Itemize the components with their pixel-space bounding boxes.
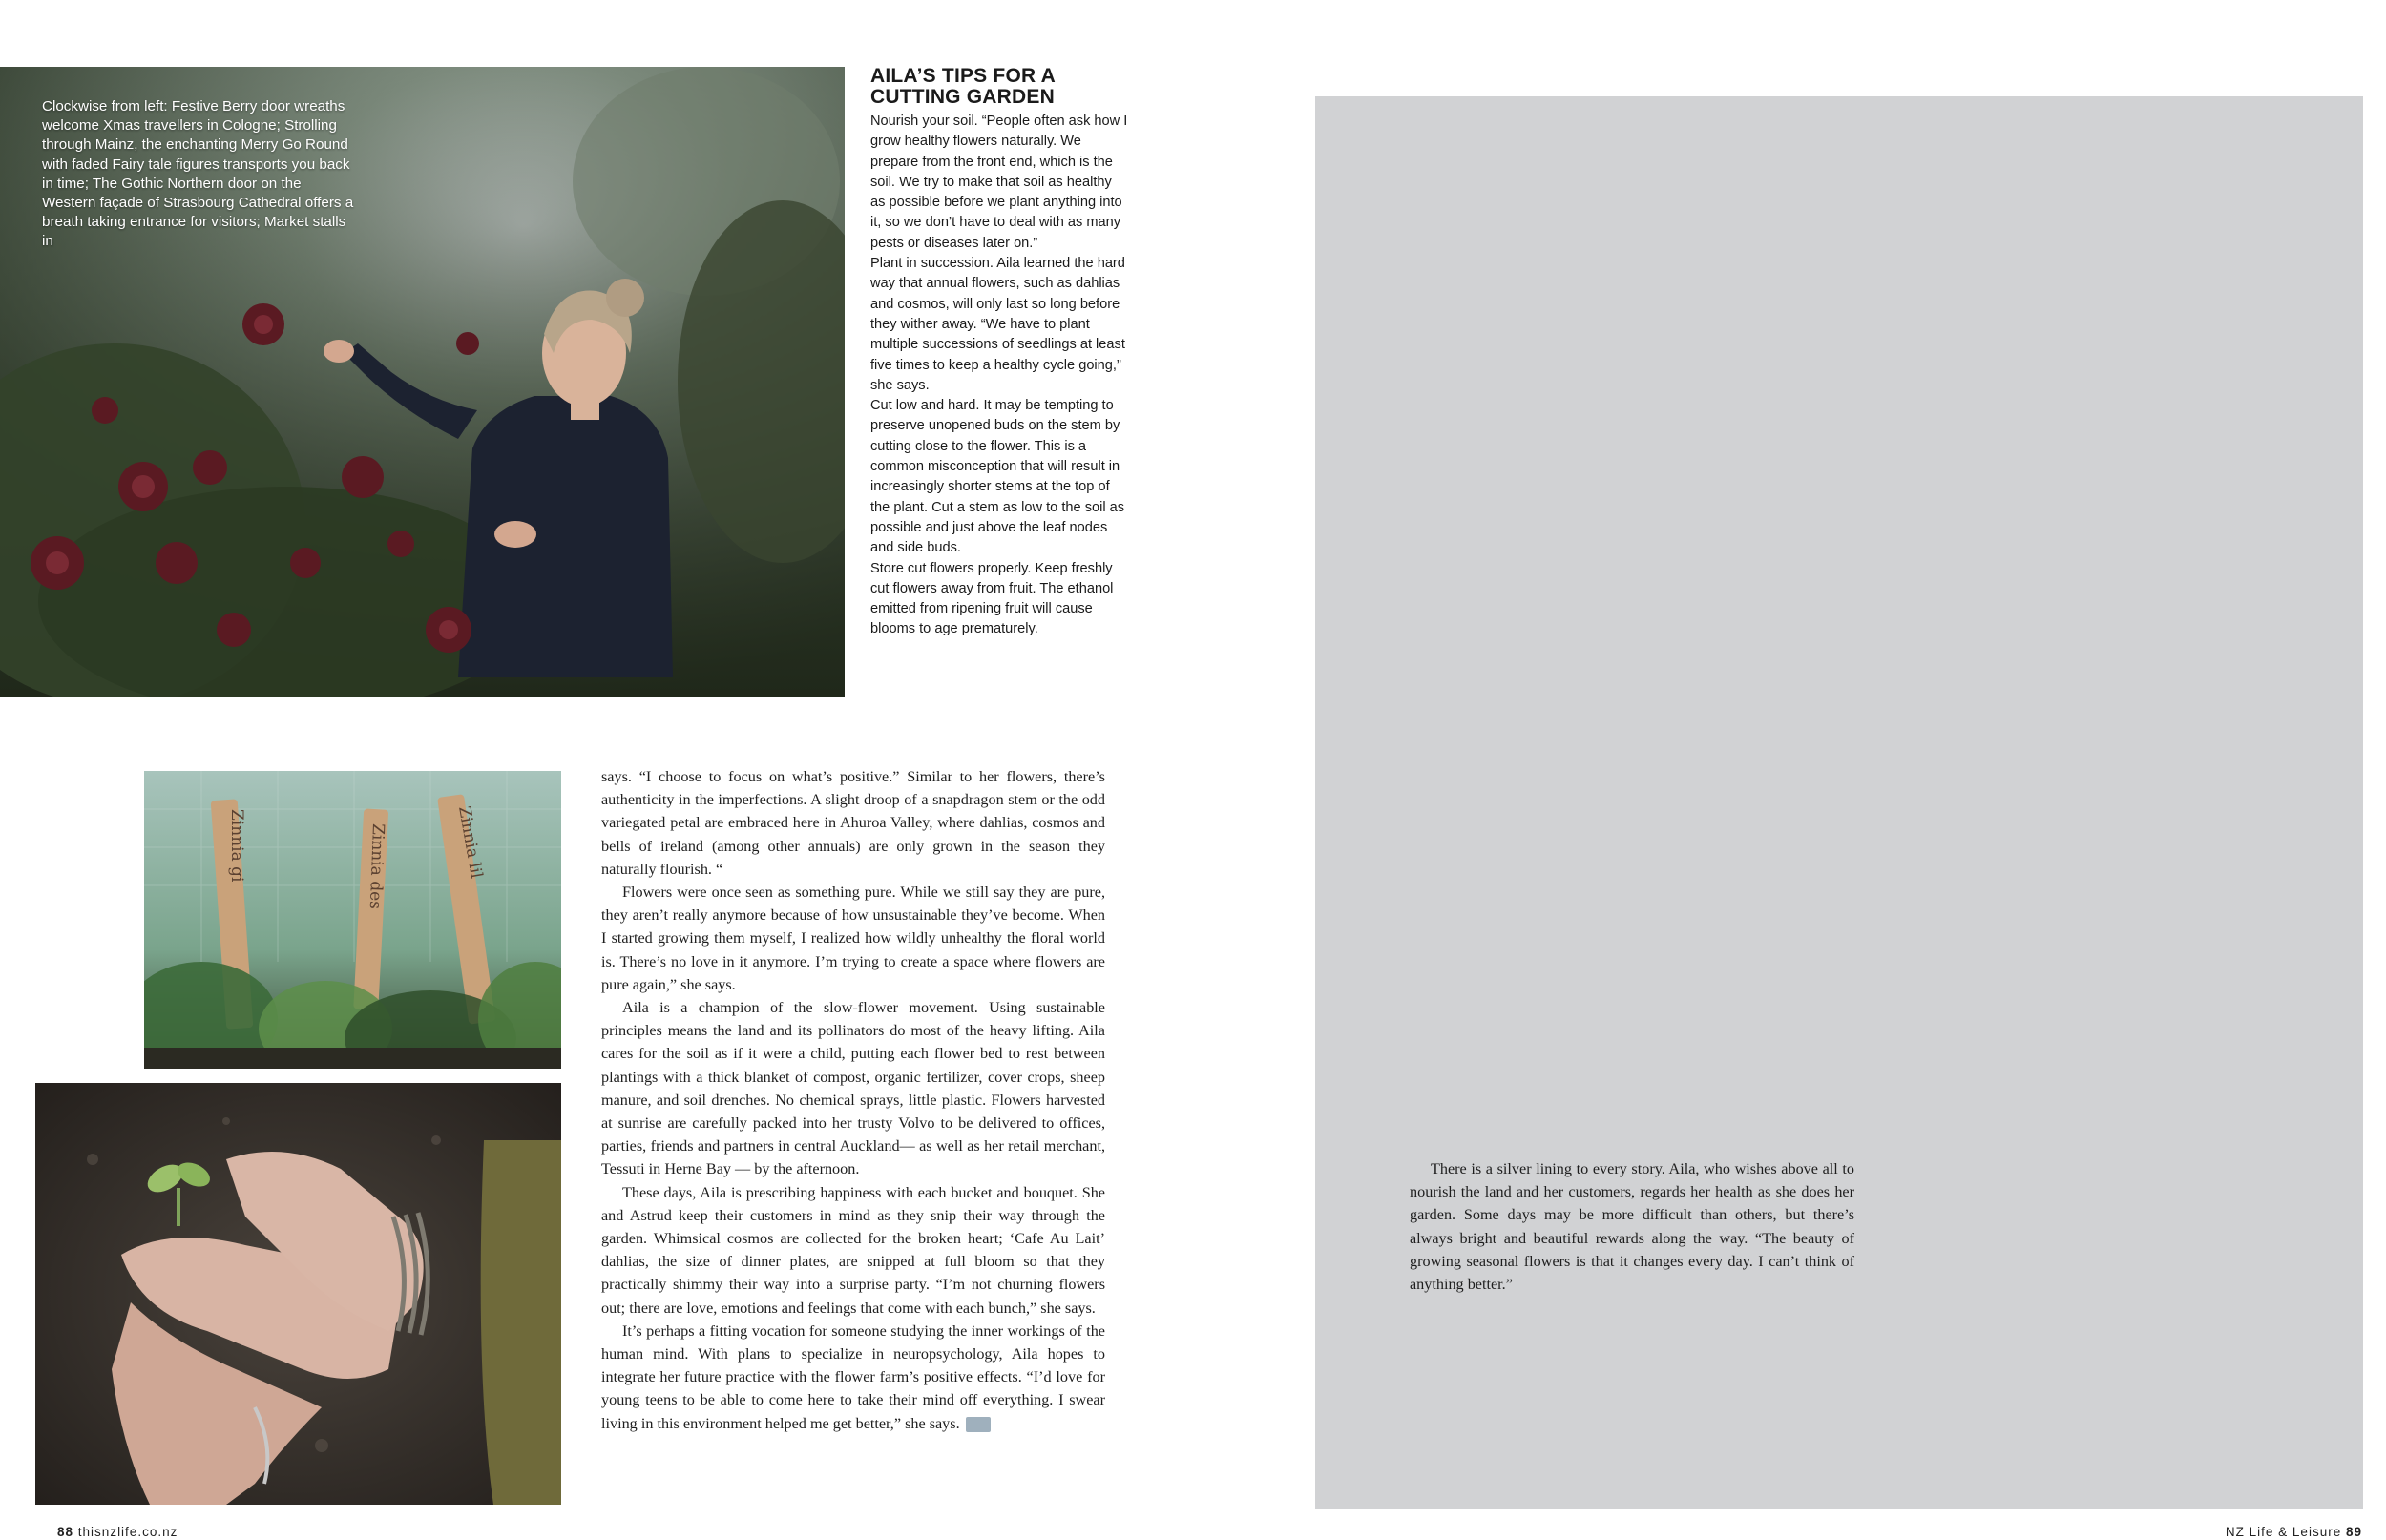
tips-paragraph: Plant in succession. Aila learned the hard way that annual flowers, such as dahlias and cosmos, will only last so long before they wither away. “We have to plant multiple successions of seedlings at least five times to keep a healthy cycle going,” she says. [870, 256, 1125, 393]
body-paragraph [601, 1320, 1105, 1435]
photo-hands-soil [35, 1083, 561, 1505]
marker-label: Zinnia lil [454, 804, 487, 881]
tips-paragraph: Nourish your soil. “People often ask how I grow healthy flowers naturally. We prepare from the front end, which is the soil. We try to make that soil as healthy as possible before we plant anything into it, so we don’t have to deal with as many pests or diseases later on.” [870, 114, 1128, 251]
site-url: thisnzlife.co.nz [77, 1525, 178, 1539]
tips-paragraph: Store cut flowers properly. Keep freshly cut flowers away from fruit. The ethanol emitted from ripening fruit will cause blooms to age prematurely. [870, 560, 1114, 637]
tips-heading: AILA’S TIPS FOR A CUTTING GARDEN [870, 65, 1056, 108]
page-number-left: 88 [57, 1525, 74, 1539]
closing-paragraph-text: There is a silver lining to every story. Aila, who wishes above all to nourish the land and her customers, regards her health as she does her garden. Some days may be more difficult than others, but there’s always bright and beautiful rewards along the way. “The beauty of growing seasonal flowers is that it changes every day. I can’t think of anything better.” [1410, 1160, 1854, 1294]
marker-label: Zinnia des [365, 822, 387, 910]
body-paragraph: says. “I choose to focus on what’s positive.” Similar to her flowers, there’s authenticity in the imperfections. A slight droop of a snapdragon stem or the odd variegated petal are embraced here in Ahuroa Valley, where dahlias, cosmos and bells of ireland (among other annuals) are only grown in the season they naturally flourish. “ [601, 768, 1105, 878]
photo-caption [42, 97, 357, 252]
footer-right [2226, 1525, 2362, 1539]
marker-label: Zinnia gi [227, 809, 246, 883]
footer-left [57, 1525, 178, 1539]
body-paragraph: Aila is a champion of the slow-flower movement. Using sustainable principles means the land and its pollinators do most of the heavy lifting. Aila cares for the soil as if it were a child, putting each flower bed to rest between plantings with a thick blanket of compost, organic fertilizer, cover crops, sheep manure, and soil drenches. No chemical sprays, little plastic. Flowers harvested at sunrise are carefully packed into her trusty Volvo to be delivered to offices, parties, friends and partners in central Auckland— as well as her retail merchant, Tessuti in Herne Bay — by the afternoon. [601, 999, 1105, 1178]
closing-paragraph [1410, 1157, 1854, 1296]
body-paragraph: These days, Aila is prescribing happiness with each bucket and bouquet. She and Astrud keep their customers in mind as they snip their way through the garden. Whimsical cosmos are collected for the broken heart; ‘Cafe Au Lait’ dahlias, the size of dinner plates, are snipped at full bloom so that they practically shimmy their way into a surprise party. “I’m not churning flowers out; there are love, emotions and feelings that come with each bunch,” she says. [601, 1183, 1105, 1317]
magazine-title: NZ Life & Leisure [2225, 1525, 2342, 1539]
page-number-right: 89 [2345, 1525, 2362, 1539]
photo-caption-text: Clockwise from left: Festive Berry door wreaths welcome Xmas travellers in Cologne; Strolling through Mainz, the enchanting Merry Go Round with faded Fairy tale figures transports you back in time; The Gothic Northern door on the Western façade of Strasbourg Cathedral offers a breath taking entrance for visitors; Market stalls in [42, 98, 354, 250]
photo-zinnia-markers [144, 771, 561, 1069]
logo-endmark-icon [966, 1417, 991, 1432]
grey-image-placeholder [1315, 96, 2363, 1509]
tips-paragraph: Cut low and hard. It may be tempting to preserve unopened buds on the stem by cutting close to the flower. This is a common misconception that will result in increasingly shorter stems at the top of the plant. Cut a stem as low to the soil as possible and just above the leaf nodes and side buds. [870, 398, 1125, 556]
body-paragraph: Flowers were once seen as something pure. While we still say they are pure, they aren’t really anymore because of how unsustainable they’ve become. When I started growing them myself, I realized how wildly unhealthy the floral world is. There’s no love in it anymore. I’m trying to create a space where flowers are pure again,” she says. [601, 884, 1105, 993]
article-body [601, 765, 1105, 1435]
tips-sidebar [870, 66, 1130, 640]
body-paragraph-text: It’s perhaps a fitting vocation for someone studying the inner workings of the human mind. With plans to specialize in neuropsychology, Aila hopes to integrate her future practice with the flower farm’s positive effects. “I’d love for young teens to be able to come here to take their mind off everything. I swear living in this environment helped me get better,” she says. [601, 1321, 1105, 1432]
